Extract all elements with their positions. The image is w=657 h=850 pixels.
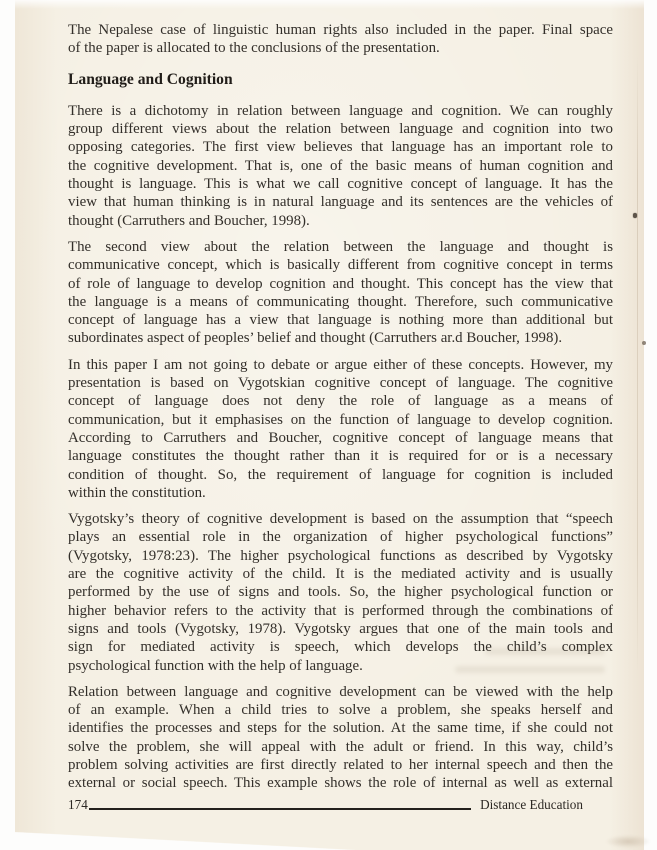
text-line: concept of language has a view that language is nothing more than additional but [68, 312, 613, 329]
text-line: are the cognitive activity of the child. It is the mediated activity and is usually [68, 566, 613, 583]
section-heading: Language and Cognition [68, 70, 233, 88]
footer-rule [89, 808, 471, 810]
scanned-page [15, 0, 644, 850]
text-line: psychological function with the help of language. [68, 657, 363, 674]
text-line: There is a dichotomy in relation between language and cognition. We can roughly [68, 102, 613, 119]
text-line: Relation between language and cognitive development can be viewed with the help [68, 683, 613, 700]
text-line: subordinates aspect of peoples’ belief and thought (Carruthers ar.d Boucher, 1998). [68, 330, 563, 347]
text-line: problem solving activities are first directly related to her internal speech and then the [68, 756, 613, 773]
text-line: view that human thinking is in natural language and its sentences are the vehicles of [68, 194, 613, 211]
text-line: performed by the use of signs and tools. So, the higher psychological function or [68, 584, 613, 601]
text-line: The Nepalese case of linguistic human rights also included in the paper. Final space [68, 22, 613, 38]
text-line: sign for mediated activity is speech, which develops the child’s complex [68, 639, 613, 656]
text-line: of the paper is allocated to the conclusions of the presentation. [68, 40, 440, 57]
ink-bleed-artifact [455, 666, 605, 673]
page-edge-crease [637, 55, 638, 675]
scan-speck [642, 341, 646, 345]
document-body [68, 21, 613, 801]
page-number: 174 [68, 797, 88, 812]
text-line: solve the problem, she will appeal with the adult or friend. In this way, child’s [68, 738, 613, 755]
paragraph [68, 21, 613, 58]
page-corner-wedge [15, 832, 355, 850]
text-line: Vygotsky’s theory of cognitive development is based on the assumption that “speech [68, 511, 613, 528]
scan-speck [633, 213, 637, 218]
text-line: communication, but it emphasises on the function of language to develop cognition. [68, 411, 613, 428]
text-line: plays an essential role in the organization of higher psychological functions” [68, 529, 613, 546]
text-line: language constitutes the thought rather than it is required for or is a necessary [68, 448, 613, 465]
page-footer [68, 797, 583, 813]
paragraph [68, 102, 613, 230]
text-line: the cognitive development. That is, one of the basic means of human cognition and [68, 157, 613, 174]
text-line: concept of language does not deny the role of language as a means of [68, 393, 613, 410]
text-line: thought (Carruthers and Boucher, 1998). [68, 212, 310, 229]
text-line: In this paper I am not going to debate or argue either of these concepts. However, my [68, 356, 613, 373]
text-line: thought is language. This is what we call cognitive concept of language. It has the [68, 176, 613, 193]
paragraph [68, 238, 613, 348]
text-line: external or social speech. This example shows the role of internal as well as external [68, 775, 613, 792]
text-line: According to Carruthers and Boucher, cognitive concept of language means that [68, 429, 613, 446]
text-line: higher behavior refers to the activity that is performed through the combinations of [68, 602, 613, 619]
text-line: communicative concept, which is basically different from cognitive concept in terms [68, 257, 613, 274]
text-line: opposing categories. The first view believes that language has an important role to [68, 139, 613, 156]
footer-course-title: Distance Education [480, 797, 583, 812]
paragraph [68, 356, 613, 502]
scan-smudge [605, 835, 651, 848]
text-line: The second view about the relation between the language and thought is [68, 238, 613, 255]
ink-bleed-artifact [485, 648, 605, 655]
text-line: (Vygotsky, 1978:23). The higher psychological functions as described by Vygotsky [68, 547, 613, 564]
text-line: of role of language to develop cognition and thought. This concept has the view that [68, 275, 613, 292]
paragraph [68, 683, 613, 793]
text-line: group different views about the relation between language and cognition into two [68, 121, 613, 138]
text-line: identifies the processes and steps for the solution. At the same time, if she could not [68, 720, 613, 737]
text-line: presentation is based on Vygotskian cognitive concept of language. The cognitive [68, 375, 613, 392]
text-line: signs and tools (Vygotsky, 1978). Vygotsky argues that one of the main tools and [68, 620, 613, 637]
text-line: condition of thought. So, the requirement of language for cognition is included [68, 466, 613, 483]
text-line: within the constitution. [68, 484, 206, 501]
text-line: of an example. When a child tries to solve a problem, she speaks herself and [68, 702, 613, 719]
text-line: the language is a means of communicating thought. Therefore, such communicative [68, 293, 613, 310]
